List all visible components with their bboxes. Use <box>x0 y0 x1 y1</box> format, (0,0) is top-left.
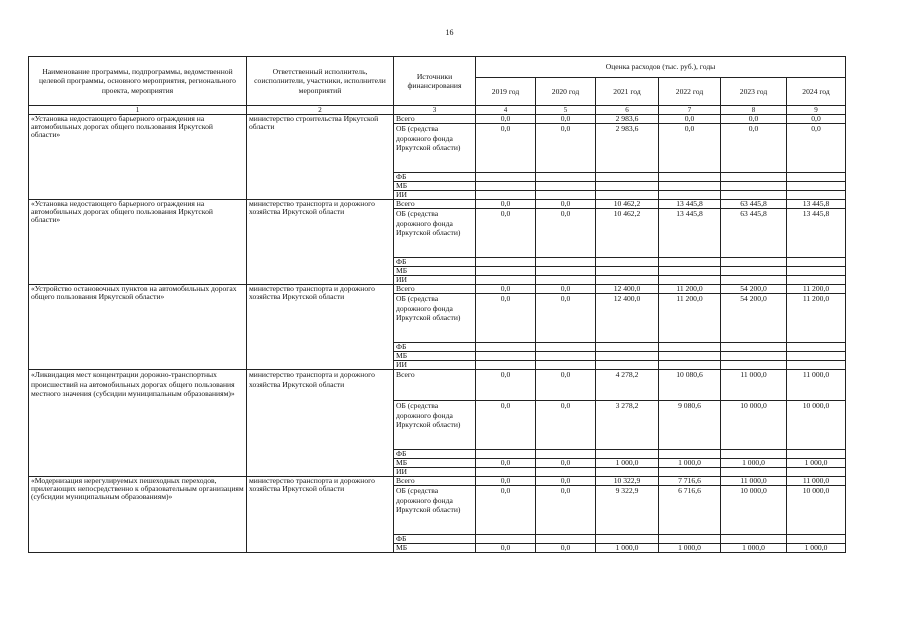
measure-name: «Установка недостающего барьерного ограждения на автомобильных дорогах общего пользования Иркутской области» <box>29 200 247 285</box>
amount-cell <box>536 182 596 191</box>
amount-cell <box>659 535 721 544</box>
amount-cell <box>476 191 536 200</box>
amount-cell <box>536 361 596 370</box>
column-number: 6 <box>596 106 659 115</box>
amount-cell: 0,0 <box>536 477 596 486</box>
amount-cell <box>659 191 721 200</box>
amount-cell: 1 000,0 <box>659 544 721 553</box>
amount-cell <box>659 361 721 370</box>
header-year: 2021 год <box>596 78 659 106</box>
budget-table <box>28 56 846 553</box>
amount-cell: 63 445,8 <box>721 200 787 209</box>
amount-cell <box>596 267 659 276</box>
amount-cell <box>596 258 659 267</box>
amount-cell: 0,0 <box>721 115 787 124</box>
funding-source: ИИ <box>394 361 476 370</box>
amount-cell: 10 462,2 <box>596 209 659 258</box>
amount-cell <box>721 535 787 544</box>
funding-source: МБ <box>394 182 476 191</box>
funding-source: МБ <box>394 267 476 276</box>
amount-cell <box>659 173 721 182</box>
amount-cell: 0,0 <box>476 459 536 468</box>
funding-source: Всего <box>394 285 476 294</box>
header-year: 2024 год <box>787 78 846 106</box>
amount-cell <box>476 343 536 352</box>
amount-cell: 7 716,6 <box>659 477 721 486</box>
header-sources-column: Источники финансирования <box>394 57 476 106</box>
amount-cell: 10 322,9 <box>596 477 659 486</box>
amount-cell: 13 445,8 <box>787 209 846 258</box>
amount-cell: 0,0 <box>476 401 536 450</box>
amount-cell <box>787 182 846 191</box>
table-row <box>29 200 846 209</box>
amount-cell <box>659 450 721 459</box>
amount-cell: 13 445,8 <box>659 209 721 258</box>
amount-cell: 13 445,8 <box>659 200 721 209</box>
amount-cell: 0,0 <box>787 115 846 124</box>
amount-cell <box>659 343 721 352</box>
amount-cell <box>476 450 536 459</box>
amount-cell: 1 000,0 <box>787 544 846 553</box>
amount-cell: 6 716,6 <box>659 486 721 535</box>
amount-cell <box>787 258 846 267</box>
amount-cell: 10 000,0 <box>721 486 787 535</box>
amount-cell <box>659 182 721 191</box>
amount-cell <box>596 450 659 459</box>
amount-cell <box>721 267 787 276</box>
funding-source: ФБ <box>394 343 476 352</box>
amount-cell: 1 000,0 <box>721 459 787 468</box>
amount-cell <box>476 468 536 477</box>
amount-cell <box>536 191 596 200</box>
funding-source: МБ <box>394 352 476 361</box>
measure-name: «Установка недостающего барьерного ограждения на автомобильных дорогах общего пользования Иркутской области» <box>29 115 247 200</box>
header-responsible-column: Ответственный исполнитель, соисполнители, участники, исполнители мероприятий <box>247 57 394 106</box>
amount-cell: 0,0 <box>659 124 721 173</box>
amount-cell <box>659 267 721 276</box>
amount-cell: 54 200,0 <box>721 294 787 343</box>
amount-cell <box>659 352 721 361</box>
amount-cell <box>721 450 787 459</box>
column-number: 2 <box>247 106 394 115</box>
amount-cell <box>536 352 596 361</box>
funding-source: Всего <box>394 115 476 124</box>
measure-name: «Модернизация нерегулируемых пешеходных переходов, прилегающих непосредственно к образовательным организациям (субсидии муниципальным образованиям)» <box>29 477 247 553</box>
funding-source: ФБ <box>394 258 476 267</box>
amount-cell: 0,0 <box>536 294 596 343</box>
amount-cell <box>596 468 659 477</box>
measure-group <box>29 285 846 370</box>
amount-cell: 13 445,8 <box>787 200 846 209</box>
amount-cell <box>721 191 787 200</box>
funding-source: ФБ <box>394 450 476 459</box>
amount-cell: 9 080,6 <box>659 401 721 450</box>
amount-cell: 0,0 <box>476 285 536 294</box>
header-year: 2019 год <box>476 78 536 106</box>
responsible-executor: министерство транспорта и дорожного хозяйства Иркутской области <box>247 477 394 553</box>
amount-cell <box>721 258 787 267</box>
responsible-executor: министерство строительства Иркутской области <box>247 115 394 200</box>
amount-cell <box>476 276 536 285</box>
amount-cell: 10 462,2 <box>596 200 659 209</box>
amount-cell <box>476 258 536 267</box>
amount-cell: 0,0 <box>476 370 536 401</box>
amount-cell <box>721 276 787 285</box>
funding-source: Всего <box>394 370 476 401</box>
amount-cell <box>476 535 536 544</box>
amount-cell: 11 000,0 <box>787 370 846 401</box>
amount-cell <box>536 468 596 477</box>
column-number: 1 <box>29 106 247 115</box>
column-number: 8 <box>721 106 787 115</box>
funding-source: ФБ <box>394 535 476 544</box>
amount-cell: 11 000,0 <box>721 477 787 486</box>
amount-cell <box>787 343 846 352</box>
amount-cell <box>536 343 596 352</box>
amount-cell: 0,0 <box>536 200 596 209</box>
column-number: 3 <box>394 106 476 115</box>
amount-cell <box>536 267 596 276</box>
amount-cell: 0,0 <box>536 486 596 535</box>
amount-cell: 11 200,0 <box>787 294 846 343</box>
amount-cell <box>536 258 596 267</box>
amount-cell: 1 000,0 <box>596 544 659 553</box>
column-number: 5 <box>536 106 596 115</box>
amount-cell <box>659 276 721 285</box>
amount-cell: 0,0 <box>476 200 536 209</box>
amount-cell: 0,0 <box>721 124 787 173</box>
amount-cell <box>596 352 659 361</box>
header-estimate-column: Оценка расходов (тыс. руб.), годы <box>476 57 846 78</box>
amount-cell: 0,0 <box>536 459 596 468</box>
amount-cell: 0,0 <box>476 486 536 535</box>
amount-cell <box>721 361 787 370</box>
amount-cell <box>476 361 536 370</box>
amount-cell: 12 400,0 <box>596 285 659 294</box>
funding-source: ОБ (средства дорожного фонда Иркутской области) <box>394 124 476 173</box>
amount-cell <box>536 173 596 182</box>
amount-cell: 63 445,8 <box>721 209 787 258</box>
amount-cell: 0,0 <box>787 124 846 173</box>
amount-cell: 9 322,9 <box>596 486 659 535</box>
amount-cell <box>476 182 536 191</box>
amount-cell: 0,0 <box>536 124 596 173</box>
amount-cell: 3 278,2 <box>596 401 659 450</box>
responsible-executor: министерство транспорта и дорожного хозяйства Иркутской области <box>247 370 394 477</box>
amount-cell: 0,0 <box>536 115 596 124</box>
measure-group <box>29 200 846 285</box>
column-number: 7 <box>659 106 721 115</box>
funding-source: ОБ (средства дорожного фонда Иркутской области) <box>394 486 476 535</box>
amount-cell: 0,0 <box>536 370 596 401</box>
amount-cell <box>476 173 536 182</box>
amount-cell: 1 000,0 <box>659 459 721 468</box>
column-number: 9 <box>787 106 846 115</box>
amount-cell: 0,0 <box>476 544 536 553</box>
amount-cell <box>596 276 659 285</box>
amount-cell: 0,0 <box>536 209 596 258</box>
amount-cell: 0,0 <box>476 209 536 258</box>
amount-cell: 0,0 <box>536 401 596 450</box>
amount-cell <box>596 361 659 370</box>
amount-cell: 1 000,0 <box>787 459 846 468</box>
amount-cell <box>476 267 536 276</box>
amount-cell: 11 200,0 <box>659 285 721 294</box>
amount-cell: 4 278,2 <box>596 370 659 401</box>
amount-cell <box>536 450 596 459</box>
table-row <box>29 115 846 124</box>
table-row <box>29 370 846 401</box>
amount-cell <box>721 173 787 182</box>
page-number: 16 <box>445 28 454 37</box>
amount-cell: 0,0 <box>476 115 536 124</box>
amount-cell: 11 000,0 <box>787 477 846 486</box>
funding-source: ИИ <box>394 276 476 285</box>
amount-cell <box>721 468 787 477</box>
funding-source: Всего <box>394 477 476 486</box>
amount-cell: 2 983,6 <box>596 115 659 124</box>
funding-source: ИИ <box>394 468 476 477</box>
amount-cell <box>787 267 846 276</box>
amount-cell: 11 000,0 <box>721 370 787 401</box>
amount-cell <box>787 352 846 361</box>
amount-cell <box>596 191 659 200</box>
amount-cell <box>787 535 846 544</box>
amount-cell: 11 200,0 <box>659 294 721 343</box>
amount-cell <box>596 173 659 182</box>
header-year: 2023 год <box>721 78 787 106</box>
table-row <box>29 477 846 486</box>
funding-source: МБ <box>394 459 476 468</box>
amount-cell <box>721 352 787 361</box>
measure-name: «Ликвидация мест концентрации дорожно-транспортных происшествий на автомобильных дорогах общего пользования местного значения (субсидии муниципальным образованиям)» <box>29 370 247 477</box>
amount-cell: 1 000,0 <box>721 544 787 553</box>
amount-cell <box>787 173 846 182</box>
funding-source: ИИ <box>394 191 476 200</box>
amount-cell <box>721 343 787 352</box>
amount-cell <box>787 468 846 477</box>
amount-cell: 0,0 <box>476 294 536 343</box>
amount-cell: 10 000,0 <box>787 401 846 450</box>
amount-cell <box>476 352 536 361</box>
measure-group <box>29 477 846 553</box>
header-year: 2022 год <box>659 78 721 106</box>
amount-cell: 2 983,6 <box>596 124 659 173</box>
amount-cell <box>659 468 721 477</box>
amount-cell: 1 000,0 <box>596 459 659 468</box>
amount-cell <box>659 258 721 267</box>
amount-cell: 0,0 <box>659 115 721 124</box>
responsible-executor: министерство транспорта и дорожного хозяйства Иркутской области <box>247 285 394 370</box>
amount-cell: 0,0 <box>476 477 536 486</box>
measure-group <box>29 115 846 200</box>
amount-cell: 10 000,0 <box>721 401 787 450</box>
funding-source: ОБ (средства дорожного фонда Иркутской области) <box>394 209 476 258</box>
amount-cell: 54 200,0 <box>721 285 787 294</box>
measure-name: «Устройство остановочных пунктов на автомобильных дорогах общего пользования Иркутской области» <box>29 285 247 370</box>
funding-source: ФБ <box>394 173 476 182</box>
amount-cell <box>536 535 596 544</box>
amount-cell <box>596 182 659 191</box>
funding-source: ОБ (средства дорожного фонда Иркутской области) <box>394 294 476 343</box>
header-year: 2020 год <box>536 78 596 106</box>
amount-cell <box>596 343 659 352</box>
amount-cell: 0,0 <box>476 124 536 173</box>
amount-cell <box>787 191 846 200</box>
amount-cell <box>787 276 846 285</box>
amount-cell: 0,0 <box>536 285 596 294</box>
header-name-column: Наименование программы, подпрограммы, ведомственной целевой программы, основного мероприятия, регионального проекта, мероприятия <box>29 57 247 106</box>
amount-cell <box>721 182 787 191</box>
amount-cell: 10 080,6 <box>659 370 721 401</box>
amount-cell: 0,0 <box>536 544 596 553</box>
amount-cell: 12 400,0 <box>596 294 659 343</box>
table-row <box>29 285 846 294</box>
measure-group <box>29 370 846 477</box>
amount-cell <box>787 450 846 459</box>
funding-source: Всего <box>394 200 476 209</box>
amount-cell: 11 200,0 <box>787 285 846 294</box>
amount-cell: 10 000,0 <box>787 486 846 535</box>
responsible-executor: министерство транспорта и дорожного хозяйства Иркутской области <box>247 200 394 285</box>
funding-source: МБ <box>394 544 476 553</box>
amount-cell <box>536 276 596 285</box>
amount-cell <box>787 361 846 370</box>
funding-source: ОБ (средства дорожного фонда Иркутской области) <box>394 401 476 450</box>
amount-cell <box>596 535 659 544</box>
column-number: 4 <box>476 106 536 115</box>
